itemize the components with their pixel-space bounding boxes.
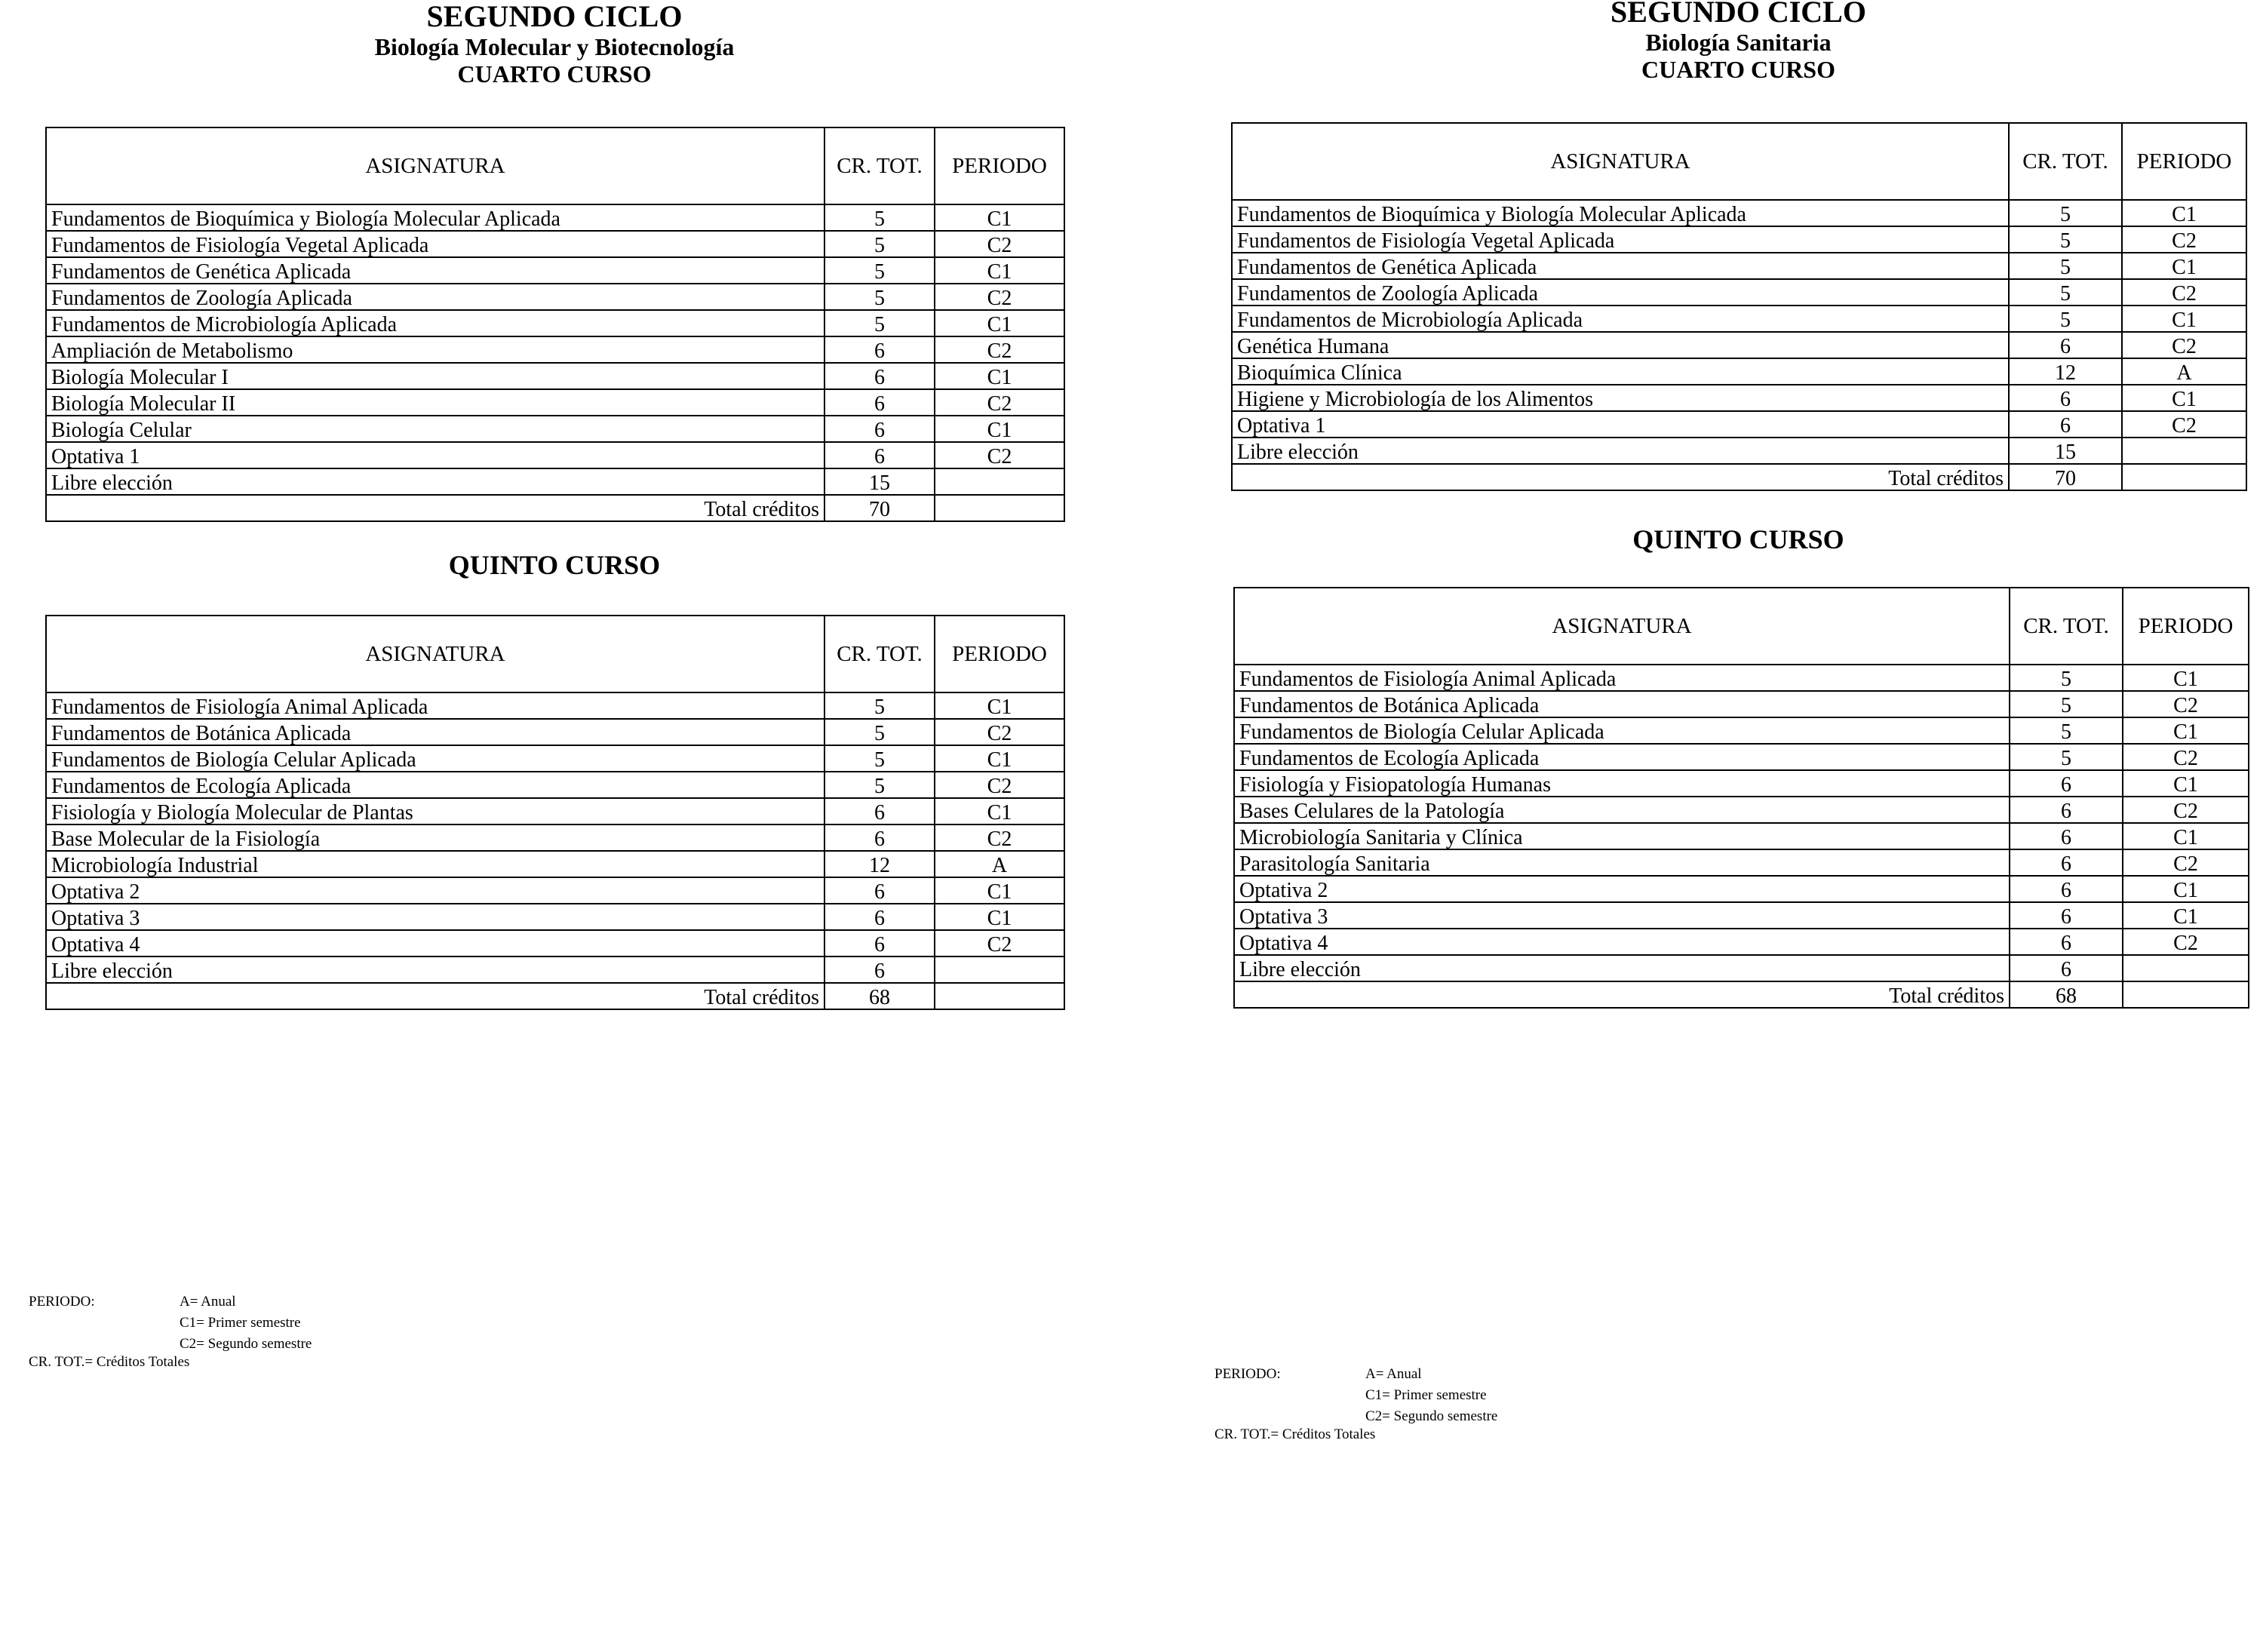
subject-cell: Microbiología Sanitaria y Clínica <box>1234 823 2010 849</box>
subject-cell: Biología Celular <box>46 416 824 442</box>
left-heading <box>45 0 1064 88</box>
table-row <box>1234 770 2249 797</box>
period-cell <box>2123 955 2249 981</box>
period-cell: C2 <box>935 284 1064 310</box>
legend-anual: A= Anual <box>1365 1366 1422 1382</box>
legend-c1: C1= Primer semestre <box>180 1315 301 1331</box>
period-cell: C1 <box>2122 253 2246 279</box>
left-cycle-title: SEGUNDO CICLO <box>426 0 683 33</box>
right-degree-title: Biología Sanitaria <box>1645 28 1832 56</box>
table-row <box>46 877 1064 904</box>
subject-cell: Fundamentos de Fisiología Animal Aplicada <box>46 692 824 719</box>
header-credits: CR. TOT. <box>2010 588 2123 665</box>
header-subject: ASIGNATURA <box>1234 588 2010 665</box>
period-cell: C2 <box>2122 332 2246 358</box>
total-label: Total créditos <box>1234 981 2010 1008</box>
subject-cell: Fundamentos de Bioquímica y Biología Molecular Aplicada <box>46 204 824 231</box>
period-cell: C2 <box>935 231 1064 257</box>
total-row <box>46 983 1064 1009</box>
period-cell: C2 <box>2123 849 2249 876</box>
table-row <box>46 772 1064 798</box>
subject-cell: Optativa 3 <box>46 904 824 930</box>
period-cell: C2 <box>2122 226 2246 253</box>
subject-cell: Bases Celulares de la Patología <box>1234 797 2010 823</box>
legend-key: PERIODO: <box>29 1294 95 1310</box>
header-period: PERIODO <box>2123 588 2249 665</box>
subject-cell: Libre elección <box>1232 438 2009 464</box>
total-value: 70 <box>2009 464 2122 490</box>
subject-cell: Fisiología y Fisiopatología Humanas <box>1234 770 2010 797</box>
credits-cell: 12 <box>2009 358 2122 385</box>
credits-cell: 5 <box>2010 717 2123 744</box>
right-quinto-table <box>1233 587 2249 1009</box>
period-cell: A <box>2122 358 2246 385</box>
period-cell: C1 <box>2123 823 2249 849</box>
table-header-row <box>46 127 1064 204</box>
credits-cell: 6 <box>824 824 935 851</box>
credits-cell: 5 <box>824 284 935 310</box>
left-quinto-heading: QUINTO CURSO <box>448 550 661 580</box>
table-row <box>1234 744 2249 770</box>
subject-cell: Fisiología y Biología Molecular de Plantas <box>46 798 824 824</box>
subject-cell: Bioquímica Clínica <box>1232 358 2009 385</box>
header-credits: CR. TOT. <box>824 127 935 204</box>
subject-cell: Fundamentos de Zoología Aplicada <box>46 284 824 310</box>
table-row <box>1234 665 2249 691</box>
table-row <box>46 719 1064 745</box>
subject-cell: Biología Molecular II <box>46 389 824 416</box>
period-cell: C1 <box>935 257 1064 284</box>
table-row <box>1234 876 2249 902</box>
subject-cell: Optativa 3 <box>1234 902 2010 929</box>
table-header-row <box>1234 588 2249 665</box>
credits-cell: 6 <box>2010 823 2123 849</box>
header-subject: ASIGNATURA <box>46 127 824 204</box>
period-cell: C1 <box>935 877 1064 904</box>
period-cell: C1 <box>935 310 1064 336</box>
table-row <box>1234 849 2249 876</box>
legend-c2: C2= Segundo semestre <box>180 1336 312 1352</box>
total-row <box>1232 464 2246 490</box>
subject-cell: Fundamentos de Fisiología Animal Aplicada <box>1234 665 2010 691</box>
credits-cell: 6 <box>2010 797 2123 823</box>
table-row <box>1234 691 2249 717</box>
right-heading <box>1231 0 2246 83</box>
period-cell: C2 <box>2122 411 2246 438</box>
legend-cr: CR. TOT.= Créditos Totales <box>1214 1426 1376 1442</box>
total-value: 68 <box>2010 981 2123 1008</box>
table-row <box>1232 306 2246 332</box>
credits-cell: 5 <box>2009 226 2122 253</box>
legend-anual: A= Anual <box>180 1294 236 1310</box>
period-cell <box>2122 438 2246 464</box>
credits-cell: 5 <box>824 745 935 772</box>
left-quinto-table <box>45 615 1065 1010</box>
subject-cell: Optativa 1 <box>46 442 824 468</box>
period-cell: C2 <box>935 824 1064 851</box>
credits-cell: 6 <box>2010 902 2123 929</box>
credits-cell: 6 <box>2009 332 2122 358</box>
header-period: PERIODO <box>2122 123 2246 200</box>
table-row <box>46 363 1064 389</box>
subject-cell: Libre elección <box>1234 955 2010 981</box>
credits-cell: 15 <box>824 468 935 495</box>
subject-cell: Microbiología Industrial <box>46 851 824 877</box>
right-cuarto-heading: CUARTO CURSO <box>1641 55 1835 83</box>
period-cell: C1 <box>2122 385 2246 411</box>
subject-cell: Fundamentos de Ecología Aplicada <box>46 772 824 798</box>
period-cell: C1 <box>2123 902 2249 929</box>
subject-cell: Fundamentos de Biología Celular Aplicada <box>46 745 824 772</box>
subject-cell: Fundamentos de Genética Aplicada <box>46 257 824 284</box>
credits-cell: 6 <box>2010 929 2123 955</box>
credits-cell: 6 <box>2009 385 2122 411</box>
subject-cell: Base Molecular de la Fisiología <box>46 824 824 851</box>
period-cell: C2 <box>935 772 1064 798</box>
subject-cell: Fundamentos de Botánica Aplicada <box>46 719 824 745</box>
credits-cell: 6 <box>2010 955 2123 981</box>
total-value: 70 <box>824 495 935 521</box>
period-cell: C1 <box>935 798 1064 824</box>
table-row <box>1234 929 2249 955</box>
credits-cell: 6 <box>824 416 935 442</box>
right-legend <box>1214 1364 1497 1445</box>
table-row <box>46 336 1064 363</box>
period-cell <box>935 468 1064 495</box>
credits-cell: 6 <box>824 389 935 416</box>
period-cell: C1 <box>2123 665 2249 691</box>
header-subject: ASIGNATURA <box>46 616 824 692</box>
period-cell: C1 <box>935 904 1064 930</box>
table-row <box>46 798 1064 824</box>
subject-cell: Ampliación de Metabolismo <box>46 336 824 363</box>
credits-cell: 6 <box>824 904 935 930</box>
period-cell: C1 <box>2122 200 2246 226</box>
credits-cell: 6 <box>2010 876 2123 902</box>
subject-cell: Fundamentos de Botánica Aplicada <box>1234 691 2010 717</box>
credits-cell: 5 <box>2009 200 2122 226</box>
period-cell: C2 <box>2123 797 2249 823</box>
subject-cell: Fundamentos de Fisiología Vegetal Aplicada <box>46 231 824 257</box>
table-row <box>1232 332 2246 358</box>
period-cell: C2 <box>935 930 1064 957</box>
period-cell: C1 <box>2123 717 2249 744</box>
credits-cell: 5 <box>2010 665 2123 691</box>
subject-cell: Fundamentos de Microbiología Aplicada <box>46 310 824 336</box>
table-row <box>46 904 1064 930</box>
total-row <box>46 495 1064 521</box>
subject-cell: Optativa 1 <box>1232 411 2009 438</box>
subject-cell: Optativa 4 <box>46 930 824 957</box>
table-row <box>1232 411 2246 438</box>
subject-cell: Fundamentos de Biología Celular Aplicada <box>1234 717 2010 744</box>
subject-cell: Fundamentos de Bioquímica y Biología Molecular Aplicada <box>1232 200 2009 226</box>
table-row <box>1234 717 2249 744</box>
credits-cell: 5 <box>824 204 935 231</box>
subject-cell: Fundamentos de Microbiología Aplicada <box>1232 306 2009 332</box>
table-header-row <box>46 616 1064 692</box>
period-cell: C1 <box>2122 306 2246 332</box>
table-row <box>46 824 1064 851</box>
total-period-empty <box>935 983 1064 1009</box>
subject-cell: Biología Molecular I <box>46 363 824 389</box>
total-label: Total créditos <box>1232 464 2009 490</box>
period-cell: C1 <box>935 745 1064 772</box>
period-cell: C1 <box>935 692 1064 719</box>
subject-cell: Fundamentos de Ecología Aplicada <box>1234 744 2010 770</box>
table-row <box>1232 200 2246 226</box>
subject-cell: Fundamentos de Zoología Aplicada <box>1232 279 2009 306</box>
total-period-empty <box>935 495 1064 521</box>
credits-cell: 5 <box>824 692 935 719</box>
period-cell: C2 <box>2123 691 2249 717</box>
credits-cell: 6 <box>824 957 935 983</box>
table-row <box>46 310 1064 336</box>
period-cell: C2 <box>2123 929 2249 955</box>
credits-cell: 6 <box>2009 411 2122 438</box>
legend-c2: C2= Segundo semestre <box>1365 1408 1498 1424</box>
credits-cell: 6 <box>2010 770 2123 797</box>
credits-cell: 6 <box>824 363 935 389</box>
credits-cell: 5 <box>824 310 935 336</box>
total-row <box>1234 981 2249 1008</box>
subject-cell: Optativa 2 <box>1234 876 2010 902</box>
period-cell: C2 <box>935 442 1064 468</box>
credits-cell: 6 <box>2010 849 2123 876</box>
period-cell: A <box>935 851 1064 877</box>
period-cell: C1 <box>2123 876 2249 902</box>
table-row <box>46 442 1064 468</box>
credits-cell: 6 <box>824 336 935 363</box>
total-period-empty <box>2123 981 2249 1008</box>
table-row <box>46 692 1064 719</box>
table-row <box>46 851 1064 877</box>
table-row <box>1232 358 2246 385</box>
period-cell: C1 <box>935 204 1064 231</box>
credits-cell: 5 <box>2010 744 2123 770</box>
period-cell: C1 <box>935 416 1064 442</box>
subject-cell: Parasitología Sanitaria <box>1234 849 2010 876</box>
credits-cell: 6 <box>824 930 935 957</box>
left-cuarto-heading: CUARTO CURSO <box>457 60 652 88</box>
credits-cell: 5 <box>824 772 935 798</box>
table-row <box>1234 955 2249 981</box>
table-row <box>1232 385 2246 411</box>
table-row <box>1232 226 2246 253</box>
credits-cell: 5 <box>2009 279 2122 306</box>
subject-cell: Fundamentos de Fisiología Vegetal Aplicada <box>1232 226 2009 253</box>
table-row <box>46 257 1064 284</box>
header-period: PERIODO <box>935 127 1064 204</box>
subject-cell: Fundamentos de Genética Aplicada <box>1232 253 2009 279</box>
header-subject: ASIGNATURA <box>1232 123 2009 200</box>
period-cell: C1 <box>2123 770 2249 797</box>
table-row <box>46 745 1064 772</box>
credits-cell: 6 <box>824 798 935 824</box>
credits-cell: 5 <box>824 231 935 257</box>
total-label: Total créditos <box>46 983 824 1009</box>
table-row <box>1232 438 2246 464</box>
credits-cell: 15 <box>2009 438 2122 464</box>
total-value: 68 <box>824 983 935 1009</box>
credits-cell: 5 <box>824 719 935 745</box>
table-row <box>46 416 1064 442</box>
subject-cell: Genética Humana <box>1232 332 2009 358</box>
table-row <box>46 957 1064 983</box>
header-period: PERIODO <box>935 616 1064 692</box>
subject-cell: Optativa 2 <box>46 877 824 904</box>
credits-cell: 12 <box>824 851 935 877</box>
total-period-empty <box>2122 464 2246 490</box>
legend-c1: C1= Primer semestre <box>1365 1387 1487 1403</box>
left-degree-title: Biología Molecular y Biotecnología <box>374 32 735 60</box>
legend-key: PERIODO: <box>1214 1366 1281 1382</box>
credits-cell: 6 <box>824 442 935 468</box>
legend-cr: CR. TOT.= Créditos Totales <box>29 1354 190 1370</box>
period-cell: C2 <box>935 389 1064 416</box>
period-cell: C2 <box>935 719 1064 745</box>
table-row <box>1234 823 2249 849</box>
table-row <box>46 468 1064 495</box>
right-cuarto-table <box>1231 122 2247 491</box>
period-cell: C2 <box>935 336 1064 363</box>
table-header-row <box>1232 123 2246 200</box>
table-row <box>1234 797 2249 823</box>
table-row <box>1232 253 2246 279</box>
table-row <box>1232 279 2246 306</box>
period-cell <box>935 957 1064 983</box>
table-row <box>1234 902 2249 929</box>
credits-cell: 5 <box>2010 691 2123 717</box>
table-row <box>46 284 1064 310</box>
header-credits: CR. TOT. <box>2009 123 2122 200</box>
header-credits: CR. TOT. <box>824 616 935 692</box>
credits-cell: 5 <box>824 257 935 284</box>
period-cell: C1 <box>935 363 1064 389</box>
left-cuarto-table <box>45 127 1065 522</box>
table-row <box>46 389 1064 416</box>
credits-cell: 6 <box>824 877 935 904</box>
subject-cell: Optativa 4 <box>1234 929 2010 955</box>
table-row <box>46 930 1064 957</box>
subject-cell: Libre elección <box>46 468 824 495</box>
period-cell: C2 <box>2123 744 2249 770</box>
table-row <box>46 204 1064 231</box>
right-cycle-title: SEGUNDO CICLO <box>1611 0 1866 29</box>
left-legend <box>29 1291 312 1373</box>
subject-cell: Libre elección <box>46 957 824 983</box>
credits-cell: 5 <box>2009 253 2122 279</box>
table-row <box>46 231 1064 257</box>
right-quinto-heading: QUINTO CURSO <box>1632 524 1844 554</box>
total-label: Total créditos <box>46 495 824 521</box>
period-cell: C2 <box>2122 279 2246 306</box>
credits-cell: 5 <box>2009 306 2122 332</box>
subject-cell: Higiene y Microbiología de los Alimentos <box>1232 385 2009 411</box>
